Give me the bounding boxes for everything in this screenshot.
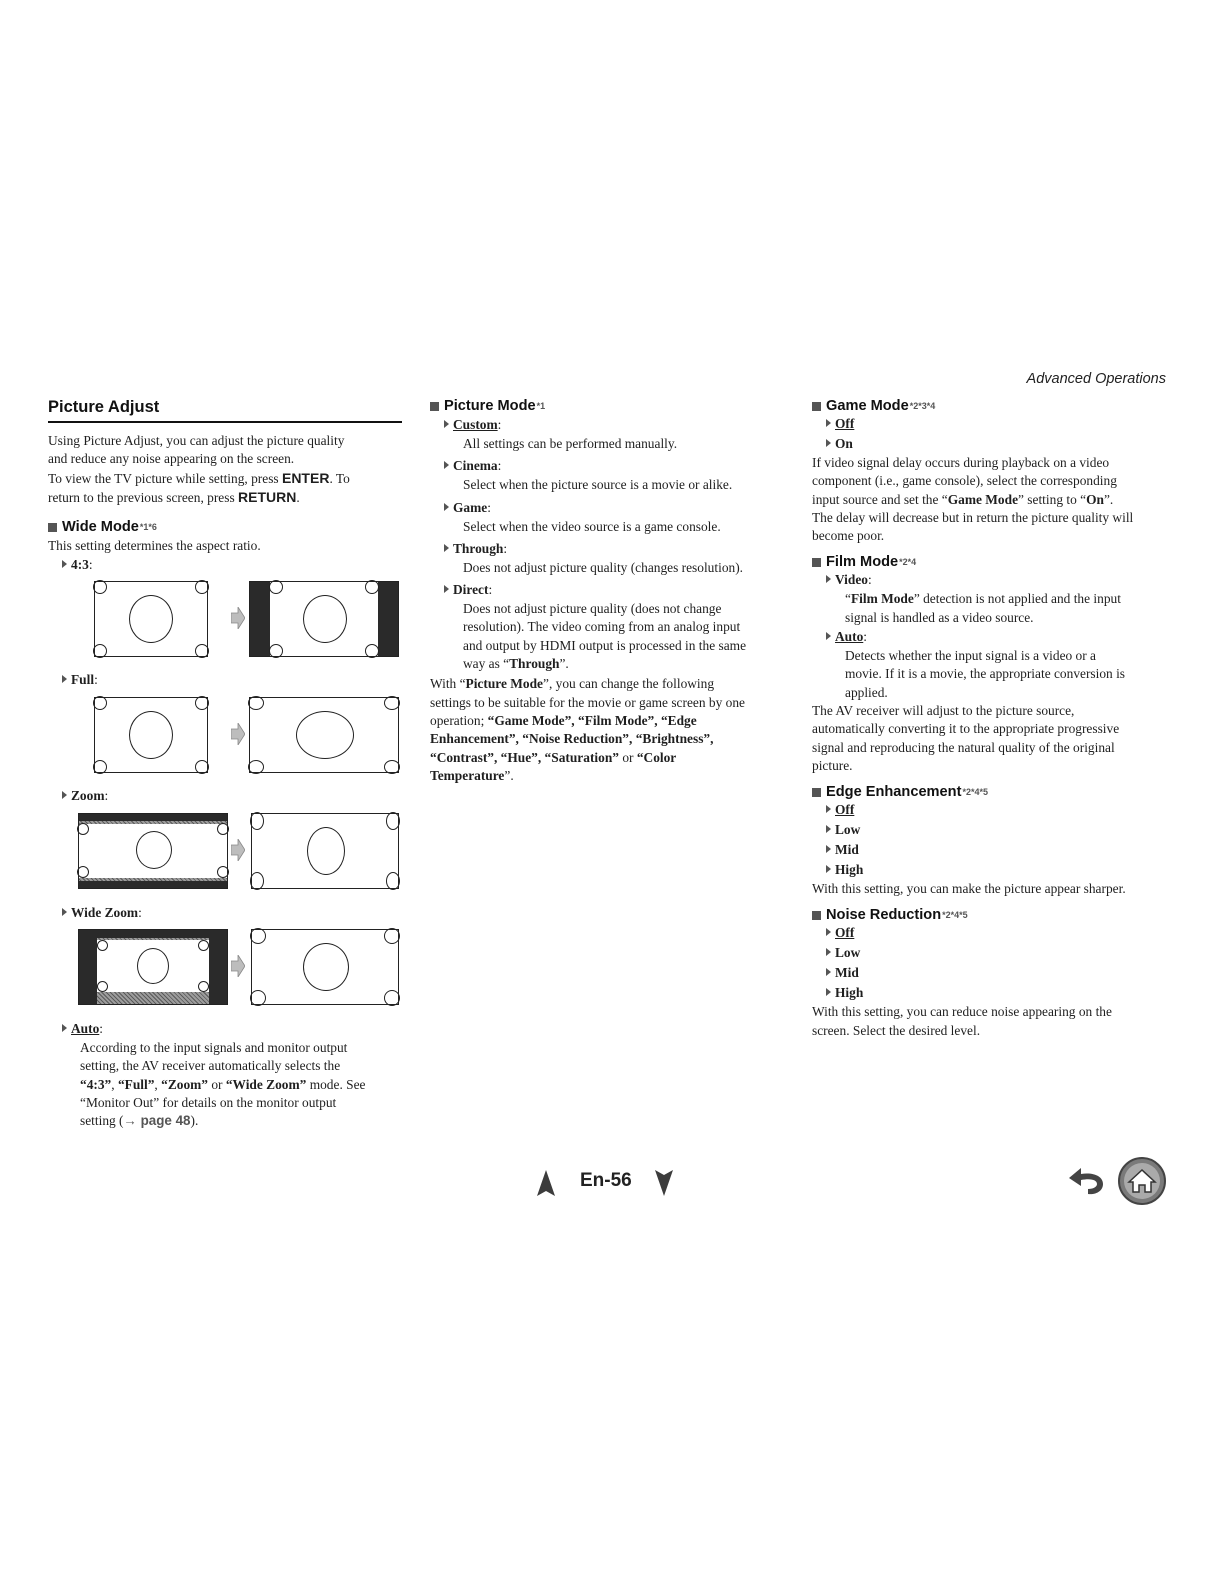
return-key-label: RETURN xyxy=(238,488,297,505)
triangle-bullet-icon xyxy=(444,461,449,469)
film-mode-note: The AV receiver will adjust to the picture source, automatically converting it to the appropriate progressive signal and reproducing the natural quality of the original picture. xyxy=(812,702,1120,773)
wide-mode-desc: This setting determines the aspect ratio. xyxy=(48,538,261,554)
picture-mode-heading: Picture Mode *1 xyxy=(430,398,790,414)
square-bullet-icon xyxy=(812,788,821,797)
triangle-bullet-icon xyxy=(826,439,831,447)
home-icon[interactable] xyxy=(1117,1156,1167,1206)
triangle-bullet-icon xyxy=(444,420,449,428)
back-icon[interactable] xyxy=(1065,1164,1109,1198)
triangle-bullet-icon xyxy=(826,845,831,853)
option-film-video: Video : xyxy=(826,570,1172,590)
triangle-bullet-icon xyxy=(62,908,67,916)
triangle-bullet-icon xyxy=(62,560,67,568)
screen-output xyxy=(251,813,399,889)
triangle-bullet-icon xyxy=(826,419,831,427)
column-middle xyxy=(430,398,790,785)
film-video-desc: “Film Mode” detection is not applied and the input signal is handled as a video source. xyxy=(845,591,1121,625)
auto-desc-line: setting (→ page 48). xyxy=(80,1113,199,1129)
option-game-off: Off xyxy=(826,414,1172,434)
option-wide-zoom: Wide Zoom : xyxy=(62,903,142,923)
screen-output xyxy=(251,929,399,1005)
auto-desc-line: “4:3”, “Full”, “Zoom” or “Wide Zoom” mode. See xyxy=(80,1076,366,1092)
square-bullet-icon xyxy=(812,402,821,411)
section-label: Advanced Operations xyxy=(1026,371,1166,387)
column-left xyxy=(48,398,402,575)
triangle-bullet-icon xyxy=(826,865,831,873)
intro-line: To view the TV picture while setting, press ENTER. To xyxy=(48,469,350,486)
option-zoom: Zoom : xyxy=(62,786,108,806)
option-auto-block xyxy=(62,1019,407,1130)
cinema-desc: Select when the picture source is a movie or alike. xyxy=(463,477,733,493)
screen-source xyxy=(78,929,228,1005)
triangle-bullet-icon xyxy=(826,805,831,813)
triangle-bullet-icon xyxy=(444,585,449,593)
screen-source xyxy=(94,581,208,657)
screen-source xyxy=(78,813,228,889)
picture-mode-note: With “Picture Mode”, you can change the following settings to be suitable for the movie or game screen by one operation; “Game Mode”, “Film Mode”, “Edge Enhancement”, “Noise Reduction”, “Brightness”, “Contrast”, “Hue”, “Saturation” or “Color Temperature”. xyxy=(430,676,745,783)
option-custom: Custom : xyxy=(444,415,790,435)
custom-desc: All settings can be performed manually. xyxy=(463,436,678,451)
option-full: Full : xyxy=(62,670,98,690)
triangle-bullet-icon xyxy=(826,948,831,956)
intro-text xyxy=(48,432,402,507)
option-noise-off: Off xyxy=(826,923,1172,943)
triangle-bullet-icon xyxy=(826,968,831,976)
triangle-bullet-icon xyxy=(826,825,831,833)
triangle-bullet-icon xyxy=(62,1024,67,1032)
option-edge-mid: Mid xyxy=(826,840,1172,860)
screen-output xyxy=(249,697,399,773)
edge-enhancement-heading: Edge Enhancement *2*4*5 xyxy=(812,784,1172,800)
game-desc: Select when the video source is a game console. xyxy=(463,518,721,534)
auto-desc-line: According to the input signals and monitor output xyxy=(80,1040,348,1055)
option-4-3: 4:3 : xyxy=(62,555,402,575)
option-edge-off: Off xyxy=(826,800,1172,820)
option-edge-low: Low xyxy=(826,820,1172,840)
screen-source xyxy=(94,697,208,773)
intro-line: return to the previous screen, press RETURN. xyxy=(48,488,300,505)
film-auto-desc: Detects whether the input signal is a video or a movie. If it is a movie, the appropriate conversion is applied. xyxy=(845,648,1126,700)
option-direct: Direct : xyxy=(444,580,790,600)
direct-desc: Does not adjust picture quality (does not change resolution). The video coming from an analog input and output by HDMI output is processed in the same way as “Through”. xyxy=(463,601,747,672)
column-right xyxy=(812,398,1172,1040)
through-desc: Does not adjust picture quality (changes resolution). xyxy=(463,559,744,575)
triangle-bullet-icon xyxy=(826,632,831,640)
square-bullet-icon xyxy=(812,911,821,920)
auto-desc-line: “Monitor Out” for details on the monitor output xyxy=(80,1094,337,1110)
arrow-right-icon xyxy=(231,955,245,977)
screen-output xyxy=(249,581,399,657)
arrow-right-icon xyxy=(231,607,245,629)
edge-desc: With this setting, you can make the picture appear sharper. xyxy=(812,881,1126,897)
option-noise-low: Low xyxy=(826,943,1172,963)
triangle-bullet-icon xyxy=(826,928,831,936)
wide-mode-heading: Wide Mode *1*6 xyxy=(48,519,402,535)
square-bullet-icon xyxy=(430,402,439,411)
film-mode-heading: Film Mode *2*4 xyxy=(812,554,1172,570)
page-title: Picture Adjust xyxy=(48,398,402,423)
option-game-on: On xyxy=(826,434,1172,454)
option-cinema: Cinema : xyxy=(444,456,790,476)
option-noise-mid: Mid xyxy=(826,963,1172,983)
arrow-right-icon xyxy=(231,723,245,745)
arrow-right-icon xyxy=(231,839,245,861)
triangle-bullet-icon xyxy=(62,791,67,799)
auto-desc-line: setting, the AV receiver automatically selects the xyxy=(80,1058,341,1074)
intro-line: and reduce any noise appearing on the screen. xyxy=(48,451,295,467)
noise-reduction-heading: Noise Reduction *2*4*5 xyxy=(812,907,1172,923)
square-bullet-icon xyxy=(812,558,821,567)
option-noise-high: High xyxy=(826,983,1172,1003)
enter-key-label: ENTER xyxy=(281,469,330,486)
game-mode-desc: If video signal delay occurs during playback on a video component (i.e., game console), select the corresponding input source and set the “Game Mode” setting to “On”. The delay will decrease but in return the picture quality will become poor. xyxy=(812,455,1134,544)
intro-line: Using Picture Adjust, you can adjust the picture quality xyxy=(48,433,345,448)
triangle-bullet-icon xyxy=(444,544,449,552)
previous-page-icon[interactable] xyxy=(537,1170,555,1196)
next-page-icon[interactable] xyxy=(655,1170,673,1196)
triangle-bullet-icon xyxy=(826,988,831,996)
square-bullet-icon xyxy=(48,523,57,532)
option-edge-high: High xyxy=(826,860,1172,880)
triangle-bullet-icon xyxy=(62,675,67,683)
page-number: En-56 xyxy=(580,1170,632,1191)
option-through: Through : xyxy=(444,539,790,559)
page-48-link[interactable]: → page 48 xyxy=(123,1113,191,1129)
option-game: Game : xyxy=(444,498,790,518)
noise-desc: With this setting, you can reduce noise appearing on the screen. Select the desired level. xyxy=(812,1004,1112,1038)
option-film-auto: Auto : xyxy=(826,627,1172,647)
option-auto: Auto : xyxy=(62,1019,407,1039)
game-mode-heading: Game Mode *2*3*4 xyxy=(812,398,1172,414)
triangle-bullet-icon xyxy=(826,575,831,583)
triangle-bullet-icon xyxy=(444,503,449,511)
